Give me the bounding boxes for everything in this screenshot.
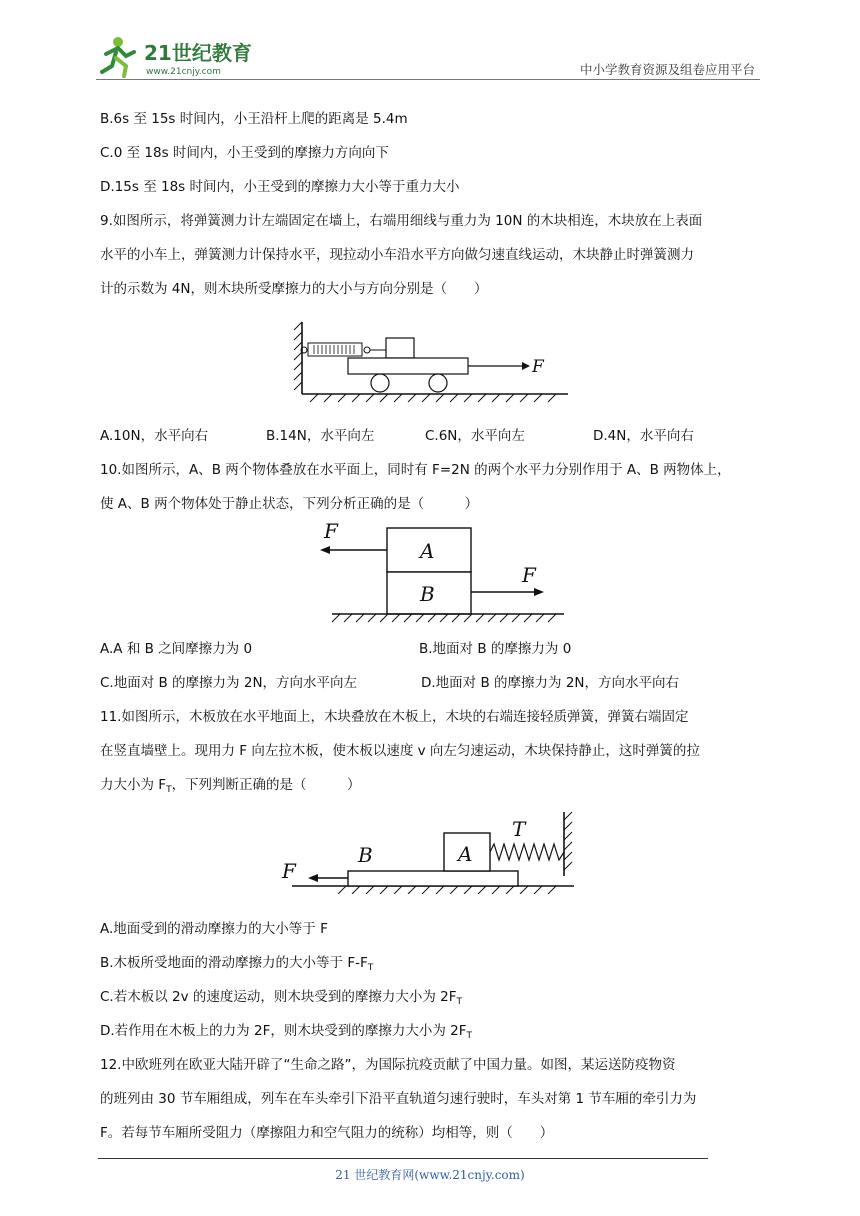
- q9-option-d: D.4N，水平向右: [593, 428, 694, 444]
- q9-option-a: A.10N，水平向右: [100, 428, 209, 444]
- q12-stem-line3: F。若每节车厢所受阻力（摩擦阻力和空气阻力的统称）均相等，则（ ）: [100, 1125, 554, 1141]
- fig11-block-label: A: [458, 842, 473, 866]
- q8-option-c: C.0 至 18s 时间内，小王受到的摩擦力方向向下: [100, 145, 389, 161]
- q11-option-b: B.木板所受地面的滑动摩擦力的大小等于 $F-F_T$: [100, 955, 374, 973]
- fig9-force-label: F: [532, 357, 544, 377]
- q11-option-a: A.地面受到的滑动摩擦力的大小等于 F: [100, 921, 328, 937]
- q10-stem-line2: 使 A、B 两个物体处于静止状态，下列分析正确的是（ ）: [100, 496, 479, 512]
- logo-url: www.21cnjy.com: [146, 67, 221, 77]
- q10-figure-stacked-blocks: [310, 514, 570, 626]
- runner-logo-icon: [96, 32, 266, 80]
- q11-stem-line1: 11.如图所示，木板放在水平地面上，木块叠放在木板上，木块的右端连接轻质弹簧，弹簧右端固定: [100, 709, 689, 725]
- q12-stem-line2: 的班列由 30 节车厢组成，列车在车头牵引下沿平直轨道匀速行驶时，车头对第 1 节车厢的牵引力为: [100, 1091, 697, 1107]
- q11-stem-line2: 在竖直墙壁上。现用力 F 向左拉木板，使木板以速度 v 向左匀速运动，木块保持静止，这时弹簧的拉: [100, 743, 700, 759]
- fig10-block-b-label: B: [420, 582, 435, 606]
- fig11-spring-label: T: [512, 817, 526, 841]
- q11-option-c: C.若木板以 2v 的速度运动，则木块受到的摩擦力大小为 $2F_T$: [100, 989, 463, 1007]
- q9-option-c: C.6N，水平向左: [425, 428, 525, 444]
- q9-option-b: B.14N，水平向左: [266, 428, 375, 444]
- q12-stem-line1: 12.中欧班列在欧亚大陆开辟了“生命之路”，为国际抗疫贡献了中国力量。如图，某运送防疫物资: [100, 1057, 676, 1073]
- fig10-block-a-label: A: [420, 539, 435, 563]
- q10-stem-line1: 10.如图所示，A、B 两个物体叠放在水平面上，同时有 F=2N 的两个水平力分别作用于 A、B 两物体上，: [100, 462, 731, 478]
- q8-option-d: D.15s 至 18s 时间内，小王受到的摩擦力大小等于重力大小: [100, 179, 460, 195]
- q9-stem-line1: 9.如图所示，将弹簧测力计左端固定在墙上，右端用细线与重力为 10N 的木块相连，木块放在上表面: [100, 213, 703, 229]
- fig10-force-top-label: F: [324, 519, 338, 543]
- q9-stem-line3: 计的示数为 4N，则木块所受摩擦力的大小与方向分别是（ ）: [100, 281, 488, 297]
- footer-divider: [98, 1158, 708, 1159]
- q10-option-b: B.地面对 B 的摩擦力为 0: [419, 641, 572, 657]
- q8-option-b: B.6s 至 15s 时间内，小王沿杆上爬的距离是 5.4m: [100, 111, 408, 127]
- header-divider: [96, 79, 760, 80]
- q11-option-d: D.若作用在木板上的力为 2F，则木块受到的摩擦力大小为 $2F_T$: [100, 1023, 472, 1041]
- q10-option-d: D.地面对 B 的摩擦力为 2N，方向水平向右: [421, 675, 680, 691]
- q11-figure-board-spring: [278, 808, 590, 894]
- q11-stem-line3: 力大小为 $F_T$，下列判断正确的是（ ）: [100, 777, 361, 795]
- q9-stem-line2: 水平的小车上，弹簧测力计保持水平，现拉动小车沿水平方向做匀速直线运动，木块静止时弹簧测力: [100, 247, 694, 263]
- q9-figure-spring-cart: [290, 318, 570, 404]
- platform-name: 中小学教育资源及组卷应用平台: [579, 62, 755, 77]
- logo-text: 21世纪教育: [144, 41, 252, 65]
- fig11-board-label: B: [358, 843, 373, 867]
- footer-text: 21 世纪教育网(www.21cnjy.com): [335, 1168, 525, 1182]
- site-logo: [96, 32, 266, 80]
- q10-option-a: A.A 和 B 之间摩擦力为 0: [100, 641, 253, 657]
- fig10-force-bottom-label: F: [522, 563, 536, 587]
- q10-option-c: C.地面对 B 的摩擦力为 2N，方向水平向左: [100, 675, 358, 691]
- fig11-force-label: F: [282, 859, 296, 883]
